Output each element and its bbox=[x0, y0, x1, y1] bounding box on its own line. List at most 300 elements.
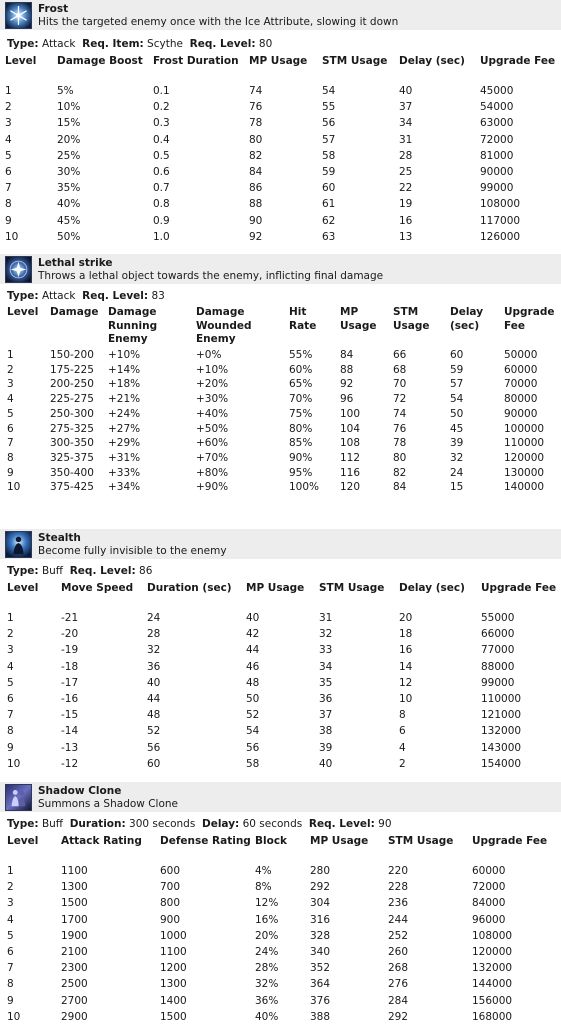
skill-description: Hits the targeted enemy once with the Ice Attribute, slowing it down bbox=[38, 16, 399, 28]
column-header: Delay (sec) bbox=[399, 582, 465, 594]
table-cell: 9 bbox=[7, 741, 14, 754]
table-cell: 65% bbox=[289, 378, 313, 391]
table-cell: 80% bbox=[289, 422, 313, 435]
table-cell: 50000 bbox=[504, 349, 538, 361]
column-header: Move Speed bbox=[61, 582, 134, 594]
table-cell: 60000 bbox=[504, 363, 538, 376]
table-cell: 57 bbox=[450, 378, 464, 391]
table-cell: 154000 bbox=[481, 757, 522, 770]
table-cell: 32 bbox=[147, 644, 161, 657]
table-cell: 88 bbox=[340, 363, 354, 376]
skill-header bbox=[0, 254, 561, 284]
table-cell: 90000 bbox=[480, 166, 514, 178]
table-cell: -13 bbox=[61, 741, 79, 754]
skill-description: Summons a Shadow Clone bbox=[38, 798, 178, 810]
table-cell: 30% bbox=[57, 166, 81, 178]
table-cell: 0.8 bbox=[153, 198, 170, 211]
table-cell: 82 bbox=[249, 149, 263, 162]
table-cell: 5% bbox=[57, 85, 74, 97]
table-cell: 340 bbox=[310, 946, 331, 958]
table-cell: 0.3 bbox=[153, 117, 170, 130]
table-cell: 175-225 bbox=[50, 363, 94, 376]
table-cell: 25 bbox=[399, 166, 413, 178]
table-cell: 292 bbox=[310, 881, 331, 894]
table-cell: 20% bbox=[255, 929, 279, 942]
table-cell: 8 bbox=[7, 451, 14, 464]
table-cell: 316 bbox=[310, 913, 331, 926]
column-header: Level bbox=[7, 306, 39, 318]
table-row bbox=[0, 198, 561, 212]
table-cell: 132000 bbox=[481, 725, 522, 738]
shadow-clone-figure-icon bbox=[5, 784, 32, 811]
column-header: Attack Rating bbox=[61, 835, 142, 847]
table-cell: 39 bbox=[450, 437, 464, 450]
table-row bbox=[0, 881, 561, 895]
table-cell: 1500 bbox=[160, 1010, 187, 1023]
table-cell: 57 bbox=[322, 133, 336, 146]
table-cell: 63000 bbox=[480, 117, 514, 130]
table-cell: 84 bbox=[340, 349, 354, 361]
table-cell: +60% bbox=[196, 437, 229, 450]
table-cell: 1 bbox=[5, 85, 12, 97]
table-cell: 9 bbox=[7, 466, 14, 479]
column-header: Damage bbox=[50, 306, 99, 318]
table-cell: 268 bbox=[388, 962, 409, 975]
meta-value: 80 bbox=[255, 38, 279, 50]
table-cell: 78 bbox=[249, 117, 263, 130]
table-cell: 92 bbox=[249, 230, 263, 243]
table-cell: 2 bbox=[7, 628, 14, 641]
table-cell: 56 bbox=[147, 741, 161, 754]
table-cell: 4 bbox=[399, 741, 406, 754]
table-cell: 3 bbox=[7, 378, 14, 391]
table-cell: 352 bbox=[310, 962, 331, 975]
table-cell: 6 bbox=[7, 693, 14, 705]
table-cell: 13 bbox=[399, 230, 413, 243]
table-cell: 7 bbox=[5, 182, 12, 195]
table-cell: 40 bbox=[319, 757, 333, 770]
column-header: MP Usage bbox=[340, 306, 377, 332]
table-row bbox=[0, 481, 561, 495]
table-cell: 1.0 bbox=[153, 230, 170, 243]
table-cell: 108000 bbox=[472, 929, 513, 942]
table-cell: 1 bbox=[7, 349, 14, 361]
table-cell: 284 bbox=[388, 994, 409, 1007]
table-cell: 8% bbox=[255, 881, 272, 894]
skill-description: Become fully invisible to the enemy bbox=[38, 545, 227, 557]
meta-value: Scythe bbox=[143, 38, 190, 50]
table-cell: 6 bbox=[7, 946, 14, 958]
table-cell: 20% bbox=[57, 133, 81, 146]
table-row bbox=[0, 677, 561, 691]
table-cell: 62 bbox=[322, 214, 336, 227]
meta-label: Type: bbox=[7, 818, 39, 830]
table-cell: 168000 bbox=[472, 1010, 513, 1023]
skill-name: Stealth bbox=[38, 532, 81, 544]
table-cell: 3 bbox=[7, 644, 14, 657]
table-cell: -21 bbox=[61, 612, 79, 624]
meta-label: Duration: bbox=[69, 818, 126, 830]
skill-name: Shadow Clone bbox=[38, 785, 122, 797]
table-row bbox=[0, 709, 561, 723]
table-row bbox=[0, 85, 561, 99]
table-cell: 2100 bbox=[61, 946, 88, 958]
table-cell: 117000 bbox=[480, 214, 521, 227]
table-cell: 121000 bbox=[481, 709, 522, 722]
table-cell: 40 bbox=[399, 85, 413, 97]
column-header: Delay (sec) bbox=[399, 55, 465, 67]
table-row bbox=[0, 437, 561, 451]
table-cell: 276 bbox=[388, 978, 409, 991]
table-cell: 4 bbox=[7, 913, 14, 926]
table-cell: 10 bbox=[7, 481, 21, 494]
table-cell: 80000 bbox=[504, 393, 538, 406]
table-cell: +40% bbox=[196, 407, 229, 420]
table-cell: 81000 bbox=[480, 149, 514, 162]
column-header: Defense Rating bbox=[160, 835, 251, 847]
table-cell: +30% bbox=[196, 393, 229, 406]
table-cell: +29% bbox=[108, 437, 141, 450]
table-cell: 86 bbox=[249, 182, 263, 195]
table-cell: 24 bbox=[147, 612, 161, 624]
table-row bbox=[0, 467, 561, 481]
table-cell: 60% bbox=[289, 363, 313, 376]
table-cell: 90000 bbox=[504, 407, 538, 420]
skill-meta bbox=[7, 290, 171, 302]
table-cell: 10 bbox=[7, 1010, 21, 1023]
table-row bbox=[0, 758, 561, 772]
table-cell: 54 bbox=[450, 393, 464, 406]
column-header: Damage Boost bbox=[57, 55, 143, 67]
table-cell: 143000 bbox=[481, 741, 522, 754]
meta-label: Req. Level: bbox=[189, 38, 256, 50]
table-cell: 5 bbox=[7, 407, 14, 420]
table-cell: 1 bbox=[7, 865, 14, 877]
table-cell: 96000 bbox=[472, 913, 506, 926]
table-cell: 5 bbox=[7, 929, 14, 942]
table-cell: 50 bbox=[246, 693, 260, 705]
table-cell: 77000 bbox=[481, 644, 515, 657]
column-header: Upgrade Fee bbox=[504, 306, 555, 332]
table-cell: 24 bbox=[450, 466, 464, 479]
table-cell: +70% bbox=[196, 451, 229, 464]
table-cell: 48 bbox=[147, 709, 161, 722]
table-cell: 45000 bbox=[480, 85, 514, 97]
table-row bbox=[0, 101, 561, 115]
table-row bbox=[0, 166, 561, 180]
table-cell: 600 bbox=[160, 865, 181, 877]
meta-value: 83 bbox=[148, 290, 172, 302]
table-cell: 4 bbox=[7, 393, 14, 406]
table-cell: 12 bbox=[399, 676, 413, 689]
table-cell: 19 bbox=[399, 198, 413, 211]
table-cell: 120000 bbox=[472, 946, 513, 958]
table-cell: 116 bbox=[340, 466, 361, 479]
table-cell: 36% bbox=[255, 994, 279, 1007]
meta-label: Type: bbox=[7, 565, 39, 577]
table-cell: 4 bbox=[5, 133, 12, 146]
table-cell: 2300 bbox=[61, 962, 88, 975]
table-row bbox=[0, 978, 561, 992]
table-row bbox=[0, 182, 561, 196]
table-cell: 244 bbox=[388, 913, 409, 926]
table-cell: 3 bbox=[5, 117, 12, 130]
table-cell: 8 bbox=[7, 978, 14, 991]
table-cell: 2900 bbox=[61, 1010, 88, 1023]
table-cell: 84000 bbox=[472, 897, 506, 910]
table-cell: 38 bbox=[319, 725, 333, 738]
table-cell: 34 bbox=[399, 117, 413, 130]
meta-value: 60 seconds bbox=[239, 818, 309, 830]
table-cell: 1400 bbox=[160, 994, 187, 1007]
table-cell: 126000 bbox=[480, 230, 521, 243]
table-cell: 6 bbox=[399, 725, 406, 738]
table-cell: 55 bbox=[322, 101, 336, 114]
table-cell: 144000 bbox=[472, 978, 513, 991]
table-cell: 90% bbox=[289, 451, 313, 464]
table-cell: 10 bbox=[5, 230, 19, 243]
table-row bbox=[0, 644, 561, 658]
table-cell: 32 bbox=[450, 451, 464, 464]
table-cell: 275-325 bbox=[50, 422, 94, 435]
table-cell: 0.6 bbox=[153, 166, 170, 178]
table-cell: -12 bbox=[61, 757, 79, 770]
table-cell: 88000 bbox=[481, 660, 515, 673]
table-cell: 0.5 bbox=[153, 149, 170, 162]
table-cell: 14 bbox=[399, 660, 413, 673]
table-cell: 58 bbox=[246, 757, 260, 770]
meta-value: Attack bbox=[38, 38, 83, 50]
table-row bbox=[0, 946, 561, 960]
table-cell: +34% bbox=[108, 481, 141, 494]
table-cell: 7 bbox=[7, 962, 14, 975]
table-cell: 31 bbox=[399, 133, 413, 146]
table-cell: 120 bbox=[340, 481, 361, 494]
column-header: MP Usage bbox=[246, 582, 305, 594]
table-cell: 66 bbox=[393, 349, 407, 361]
skill-header bbox=[0, 529, 561, 559]
table-cell: 58 bbox=[322, 149, 336, 162]
table-row bbox=[0, 914, 561, 928]
table-cell: 250-300 bbox=[50, 407, 94, 420]
table-cell: 7 bbox=[7, 437, 14, 450]
table-cell: 364 bbox=[310, 978, 331, 991]
table-cell: 2 bbox=[399, 757, 406, 770]
table-cell: 328 bbox=[310, 929, 331, 942]
column-header: Frost Duration bbox=[153, 55, 239, 67]
table-cell: -14 bbox=[61, 725, 79, 738]
column-header: Level bbox=[5, 55, 37, 67]
table-cell: 16 bbox=[399, 644, 413, 657]
table-cell: +21% bbox=[108, 393, 141, 406]
table-row bbox=[0, 423, 561, 437]
table-row bbox=[0, 897, 561, 911]
table-cell: 42 bbox=[246, 628, 260, 641]
table-cell: 280 bbox=[310, 865, 331, 877]
table-cell: -17 bbox=[61, 676, 79, 689]
table-cell: 44 bbox=[246, 644, 260, 657]
table-cell: 60 bbox=[147, 757, 161, 770]
table-cell: 45% bbox=[57, 214, 81, 227]
table-cell: 32% bbox=[255, 978, 279, 991]
table-cell: 61 bbox=[322, 198, 336, 211]
table-cell: 2 bbox=[7, 881, 14, 894]
skill-header bbox=[0, 0, 561, 30]
column-header: Upgrade Fee bbox=[481, 582, 557, 594]
table-cell: 84 bbox=[393, 481, 407, 494]
meta-label: Type: bbox=[7, 38, 39, 50]
column-header: STM Usage bbox=[388, 835, 454, 847]
table-cell: +18% bbox=[108, 378, 141, 391]
table-cell: 100% bbox=[289, 481, 320, 494]
table-cell: 3 bbox=[7, 897, 14, 910]
table-cell: +27% bbox=[108, 422, 141, 435]
table-cell: 108000 bbox=[480, 198, 521, 211]
table-cell: 46 bbox=[246, 660, 260, 673]
table-cell: 4 bbox=[7, 660, 14, 673]
table-cell: +0% bbox=[196, 349, 222, 361]
table-cell: 7 bbox=[7, 709, 14, 722]
meta-value: Buff bbox=[38, 818, 70, 830]
table-cell: +14% bbox=[108, 363, 141, 376]
table-cell: 80 bbox=[249, 133, 263, 146]
table-cell: 35% bbox=[57, 182, 81, 195]
table-cell: 56 bbox=[246, 741, 260, 754]
table-cell: 100000 bbox=[504, 422, 545, 435]
table-cell: 70% bbox=[289, 393, 313, 406]
table-cell: 15 bbox=[450, 481, 464, 494]
table-row bbox=[0, 661, 561, 675]
table-cell: 325-375 bbox=[50, 451, 94, 464]
table-cell: 96 bbox=[340, 393, 354, 406]
table-cell: 72000 bbox=[480, 133, 514, 146]
table-cell: 292 bbox=[388, 1010, 409, 1023]
table-cell: 375-425 bbox=[50, 481, 94, 494]
column-header: Duration (sec) bbox=[147, 582, 232, 594]
table-row bbox=[0, 865, 561, 879]
table-cell: 112 bbox=[340, 451, 361, 464]
table-cell: 80 bbox=[393, 451, 407, 464]
table-cell: 82 bbox=[393, 466, 407, 479]
table-cell: 78 bbox=[393, 437, 407, 450]
table-cell: 54000 bbox=[480, 101, 514, 114]
column-header: MP Usage bbox=[249, 55, 308, 67]
table-cell: 6 bbox=[5, 166, 12, 178]
table-cell: 5 bbox=[7, 676, 14, 689]
column-header: Hit Rate bbox=[289, 306, 317, 332]
table-cell: 59 bbox=[450, 363, 464, 376]
table-cell: 56 bbox=[322, 117, 336, 130]
meta-label: Req. Level: bbox=[69, 565, 136, 577]
table-row bbox=[0, 408, 561, 422]
table-cell: 60000 bbox=[472, 865, 506, 877]
table-cell: 40% bbox=[255, 1010, 279, 1023]
table-cell: -18 bbox=[61, 660, 79, 673]
table-cell: 9 bbox=[7, 994, 14, 1007]
table-cell: 2 bbox=[7, 363, 14, 376]
meta-label: Req. Level: bbox=[308, 818, 375, 830]
table-cell: 32 bbox=[319, 628, 333, 641]
column-header: Upgrade Fee bbox=[472, 835, 548, 847]
table-cell: 33 bbox=[319, 644, 333, 657]
table-cell: 0.4 bbox=[153, 133, 170, 146]
table-row bbox=[0, 742, 561, 756]
table-row bbox=[0, 962, 561, 976]
table-row bbox=[0, 215, 561, 229]
table-cell: 20 bbox=[399, 612, 413, 624]
meta-value: 300 seconds bbox=[125, 818, 202, 830]
column-header: MP Usage bbox=[310, 835, 369, 847]
table-cell: 388 bbox=[310, 1010, 331, 1023]
table-cell: 90 bbox=[249, 214, 263, 227]
table-row bbox=[0, 725, 561, 739]
table-cell: 1000 bbox=[160, 929, 187, 942]
table-cell: 5 bbox=[5, 149, 12, 162]
meta-value: 90 bbox=[374, 818, 399, 830]
table-cell: 76 bbox=[393, 422, 407, 435]
table-cell: -15 bbox=[61, 709, 79, 722]
table-cell: 800 bbox=[160, 897, 181, 910]
table-cell: 52 bbox=[246, 709, 260, 722]
table-cell: 236 bbox=[388, 897, 409, 910]
table-cell: 0.1 bbox=[153, 85, 170, 97]
table-cell: 0.9 bbox=[153, 214, 170, 227]
table-cell: 74 bbox=[249, 85, 263, 97]
column-header: Damage Wounded Enemy bbox=[196, 306, 252, 345]
table-cell: 52 bbox=[147, 725, 161, 738]
table-cell: 36 bbox=[319, 693, 333, 705]
table-row bbox=[0, 364, 561, 378]
table-cell: 1500 bbox=[61, 897, 88, 910]
table-cell: 100 bbox=[340, 407, 361, 420]
meta-value: 86 bbox=[135, 565, 160, 577]
table-cell: 54 bbox=[246, 725, 260, 738]
table-cell: 28 bbox=[147, 628, 161, 641]
table-cell: 2 bbox=[5, 101, 12, 114]
table-cell: 2700 bbox=[61, 994, 88, 1007]
table-cell: 92 bbox=[340, 378, 354, 391]
table-cell: 16% bbox=[255, 913, 279, 926]
table-cell: 28 bbox=[399, 149, 413, 162]
table-cell: 9 bbox=[5, 214, 12, 227]
table-cell: 34 bbox=[319, 660, 333, 673]
table-cell: 376 bbox=[310, 994, 331, 1007]
table-cell: 0.7 bbox=[153, 182, 170, 195]
table-cell: 156000 bbox=[472, 994, 513, 1007]
table-cell: +90% bbox=[196, 481, 229, 494]
table-cell: +20% bbox=[196, 378, 229, 391]
table-cell: 1200 bbox=[160, 962, 187, 975]
meta-value: Attack bbox=[38, 290, 83, 302]
table-cell: +50% bbox=[196, 422, 229, 435]
column-header: STM Usage bbox=[393, 306, 430, 332]
table-cell: 1900 bbox=[61, 929, 88, 942]
table-cell: 37 bbox=[399, 101, 413, 114]
table-cell: 44 bbox=[147, 693, 161, 705]
table-cell: 110000 bbox=[481, 693, 522, 705]
table-row bbox=[0, 117, 561, 131]
table-cell: 228 bbox=[388, 881, 409, 894]
table-row bbox=[0, 231, 561, 245]
table-cell: 72 bbox=[393, 393, 407, 406]
table-cell: +10% bbox=[108, 349, 141, 361]
column-header: Level bbox=[7, 835, 39, 847]
table-cell: 37 bbox=[319, 709, 333, 722]
table-cell: 40 bbox=[147, 676, 161, 689]
table-cell: 40% bbox=[57, 198, 81, 211]
frost-snowflake-icon bbox=[5, 2, 32, 29]
lethal-strike-star-icon bbox=[5, 256, 32, 283]
